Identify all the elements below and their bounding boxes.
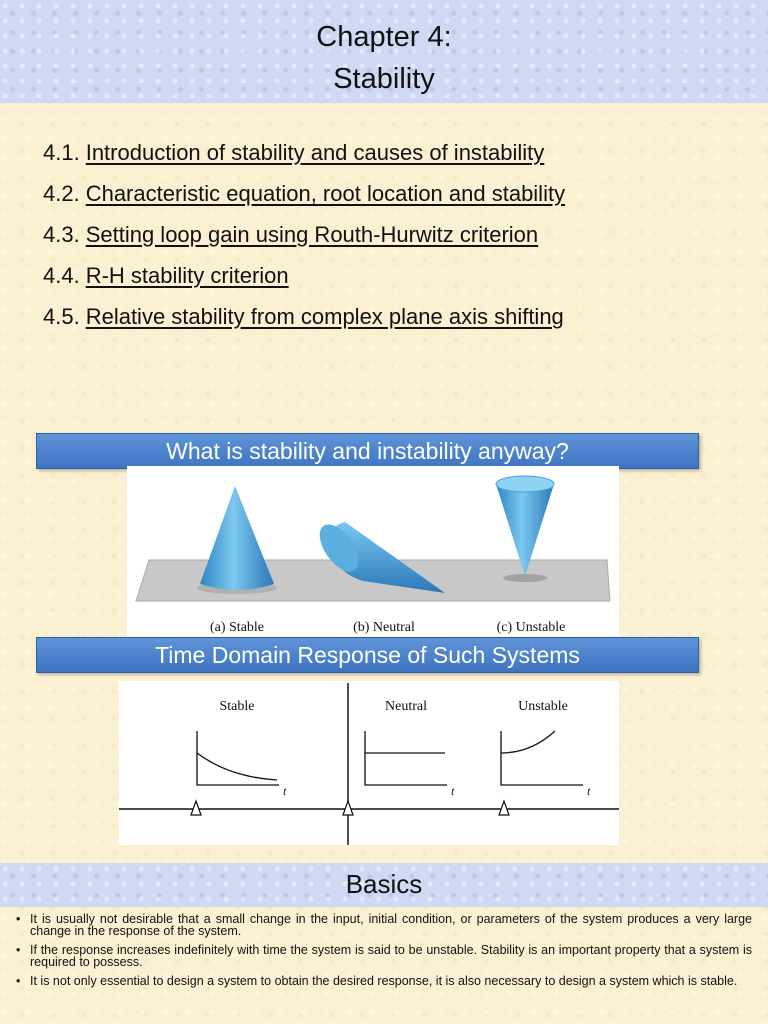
- unstable-response-curve: [501, 731, 555, 753]
- basics-title: Basics: [345, 869, 423, 899]
- neutral-pole-marker: [343, 801, 353, 815]
- unstable-pole-marker: [499, 801, 509, 815]
- toc-number: 4.1.: [43, 140, 80, 165]
- basics-bullets: [16, 913, 752, 994]
- toc-link[interactable]: Characteristic equation, root location and stability: [85, 181, 566, 206]
- bullet-item: • It is usually not desirable that a small change in the input, initial condition, or parameters of the system produces a very large change in the response of the system.: [16, 913, 752, 937]
- toc-number: 4.5.: [43, 304, 80, 329]
- toc-number: 4.3.: [43, 222, 80, 247]
- toc-item[interactable]: [43, 255, 565, 296]
- section-heading-stability: What is stability and instability anyway?: [36, 433, 699, 469]
- toc-link[interactable]: R-H stability criterion: [85, 263, 289, 288]
- unstable-plot-axes: [501, 731, 583, 785]
- toc-link[interactable]: Introduction of stability and causes of instability: [85, 140, 545, 165]
- neutral-label: (b) Neutral: [353, 620, 415, 635]
- toc-link[interactable]: Setting loop gain using Routh-Hurwitz criterion: [85, 222, 539, 247]
- toc-item[interactable]: [43, 173, 565, 214]
- neutral-plot-title: Neutral: [385, 699, 427, 714]
- section-heading-time-domain: Time Domain Response of Such Systems: [36, 637, 699, 673]
- unstable-label: (c) Unstable: [496, 620, 566, 635]
- toc-item[interactable]: [43, 214, 565, 255]
- chapter-number: Chapter 4:: [316, 21, 452, 53]
- stable-pole-marker: [191, 801, 201, 815]
- chapter-name: Stability: [333, 63, 435, 95]
- chapter-title: [0, 16, 768, 100]
- unstable-cone-top: [496, 476, 554, 492]
- table-of-contents: [43, 132, 565, 337]
- toc-number: 4.2.: [43, 181, 80, 206]
- stable-response-curve: [197, 753, 277, 780]
- stable-t-label: t: [283, 784, 287, 798]
- toc-link[interactable]: Relative stability from complex plane axis shifting: [85, 304, 564, 329]
- unstable-t-label: t: [587, 784, 591, 798]
- toc-item[interactable]: [43, 132, 565, 173]
- unstable-plot-title: Unstable: [518, 699, 568, 714]
- cones-figure: [127, 466, 619, 638]
- bullet-item: • If the response increases indefinitely with time the system is said to be unstable. Stability is an important property that a system is required to possess.: [16, 944, 752, 968]
- toc-number: 4.4.: [43, 263, 80, 288]
- stable-plot-axes: [197, 731, 279, 785]
- toc-item[interactable]: [43, 296, 565, 337]
- time-response-figure: [119, 681, 619, 845]
- bullet-item: • It is not only essential to design a system to obtain the desired response, it is also necessary to design a system which is stable.: [16, 975, 752, 987]
- neutral-plot-axes: [365, 731, 447, 785]
- stable-label: (a) Stable: [209, 620, 265, 635]
- stable-cone: [200, 486, 274, 590]
- neutral-t-label: t: [451, 784, 455, 798]
- stable-plot-title: Stable: [219, 699, 255, 714]
